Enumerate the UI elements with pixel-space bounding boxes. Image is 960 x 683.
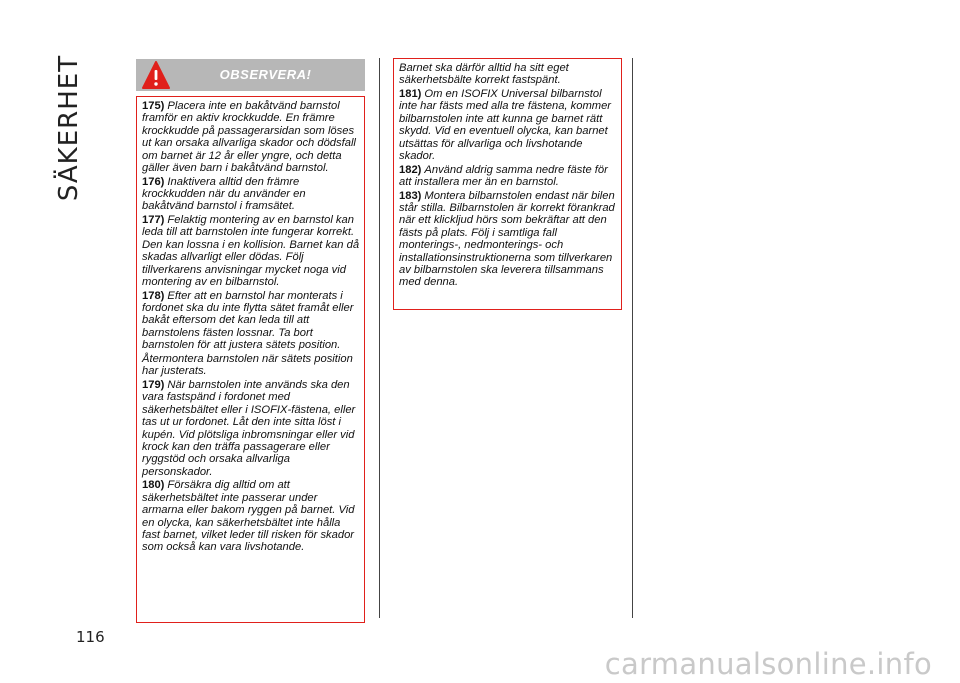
warning-item — [399, 164, 617, 189]
warning-item — [142, 100, 360, 174]
warning-item — [142, 290, 360, 352]
item-text: Om en ISOFIX Universal bilbarnstol inte har fästs med alla tre fästena, kommer bilbarnstolen inte att kunna ge barnet rätt skydd. Vid en eventuell olycka, kan barnet utsättas för allvarliga och livshotande skador. — [399, 88, 612, 163]
item-number: 176) — [142, 175, 165, 188]
item-number: 183) — [399, 189, 422, 202]
item-text: När barnstolen inte används ska den vara fastspänd i fordonet med säkerhetsbältet eller i ISOFIX-fästena, eller tas ut ur fordonet. Låt den inte sitta löst i kupén. Vid plötsliga inbromsningar eller vid krock kan den träffa passagerare eller ryggstöd och orsaka allvarliga personskador. — [142, 378, 356, 478]
item-number: 177) — [142, 214, 165, 227]
warning-item — [399, 190, 617, 289]
warning-item — [399, 62, 617, 87]
item-text: Placera inte en bakåtvänd barnstol framför en aktiv krockkudde. En främre krockkudde på passagerarsidan som löses ut kan orsaka allvarliga skador och dödsfall om barnet är 12 år eller yngre, och detta gäller även barn i bakåtvänd barnstol. — [142, 100, 356, 175]
page-number: 116 — [76, 628, 105, 646]
item-number: 180) — [142, 479, 165, 492]
warning-item — [142, 214, 360, 288]
item-text: Använd aldrig samma nedre fäste för att installera mer än en barnstol. — [399, 163, 608, 189]
item-number: 179) — [142, 378, 165, 391]
item-number: 178) — [142, 289, 165, 302]
item-text: Återmontera barnstolen när sätets position har justerats. — [142, 352, 353, 378]
item-text: Inaktivera alltid den främre krockkudden när du använder en bakåtvänd barnstol i framsätet. — [142, 175, 306, 213]
warning-header — [136, 59, 365, 91]
column-divider — [632, 58, 633, 618]
section-title — [34, 54, 104, 202]
item-text: Barnet ska därför alltid ha sitt eget säkerhetsbälte korrekt fastspänt. — [399, 62, 569, 87]
warning-item — [142, 353, 360, 378]
warning-box-left — [136, 96, 365, 623]
warning-item — [142, 176, 360, 213]
section-title-text: SÄKERHET — [54, 54, 84, 202]
item-text: Montera bilbarnstolen endast när bilen står stilla. Bilbarnstolen är korrekt förankrad när ett klickljud hörs som bekräftar att den fästs på plats. Följ i samtliga fall monterings-, nedmonterings- och installationsinstruktionerna som tillverkaren av bilbarnstolen ska leverera tillsammans med denna. — [399, 189, 615, 289]
warning-item — [142, 379, 360, 478]
item-number: 181) — [399, 88, 422, 100]
item-number: 175) — [142, 100, 165, 112]
item-text: Felaktig montering av en barnstol kan leda till att barnstolen inte fungerar korrekt. Den kan lossna i en kollision. Barnet kan då skadas allvarligt eller dödas. Följ tillverkarens anvisningar mycket noga vid montering av en bilbarnstol. — [142, 214, 360, 289]
warning-box-right — [393, 58, 622, 310]
column-divider — [379, 58, 380, 618]
watermark: carmanualsonline.info — [604, 647, 932, 681]
item-text: Försäkra dig alltid om att säkerhetsbältet inte passerar under armarna eller bakom ryggen på barnet. Vid en olycka, kan säkerhetsbältet inte hålla fast barnet, vilket leder till risken för skador som också kan vara livshotande. — [142, 479, 355, 554]
item-text: Efter att en barnstol har monterats i fordonet ska du inte flytta sätet framåt eller bakåt eftersom det kan leda till att barnstolens fästen lossnar. Ta bort barnstolen för att justera sätets position. — [142, 289, 354, 352]
warning-title: OBSERVERA! — [219, 67, 312, 82]
warning-item — [142, 479, 360, 553]
item-number: 182) — [399, 163, 422, 176]
warning-item — [399, 88, 617, 162]
